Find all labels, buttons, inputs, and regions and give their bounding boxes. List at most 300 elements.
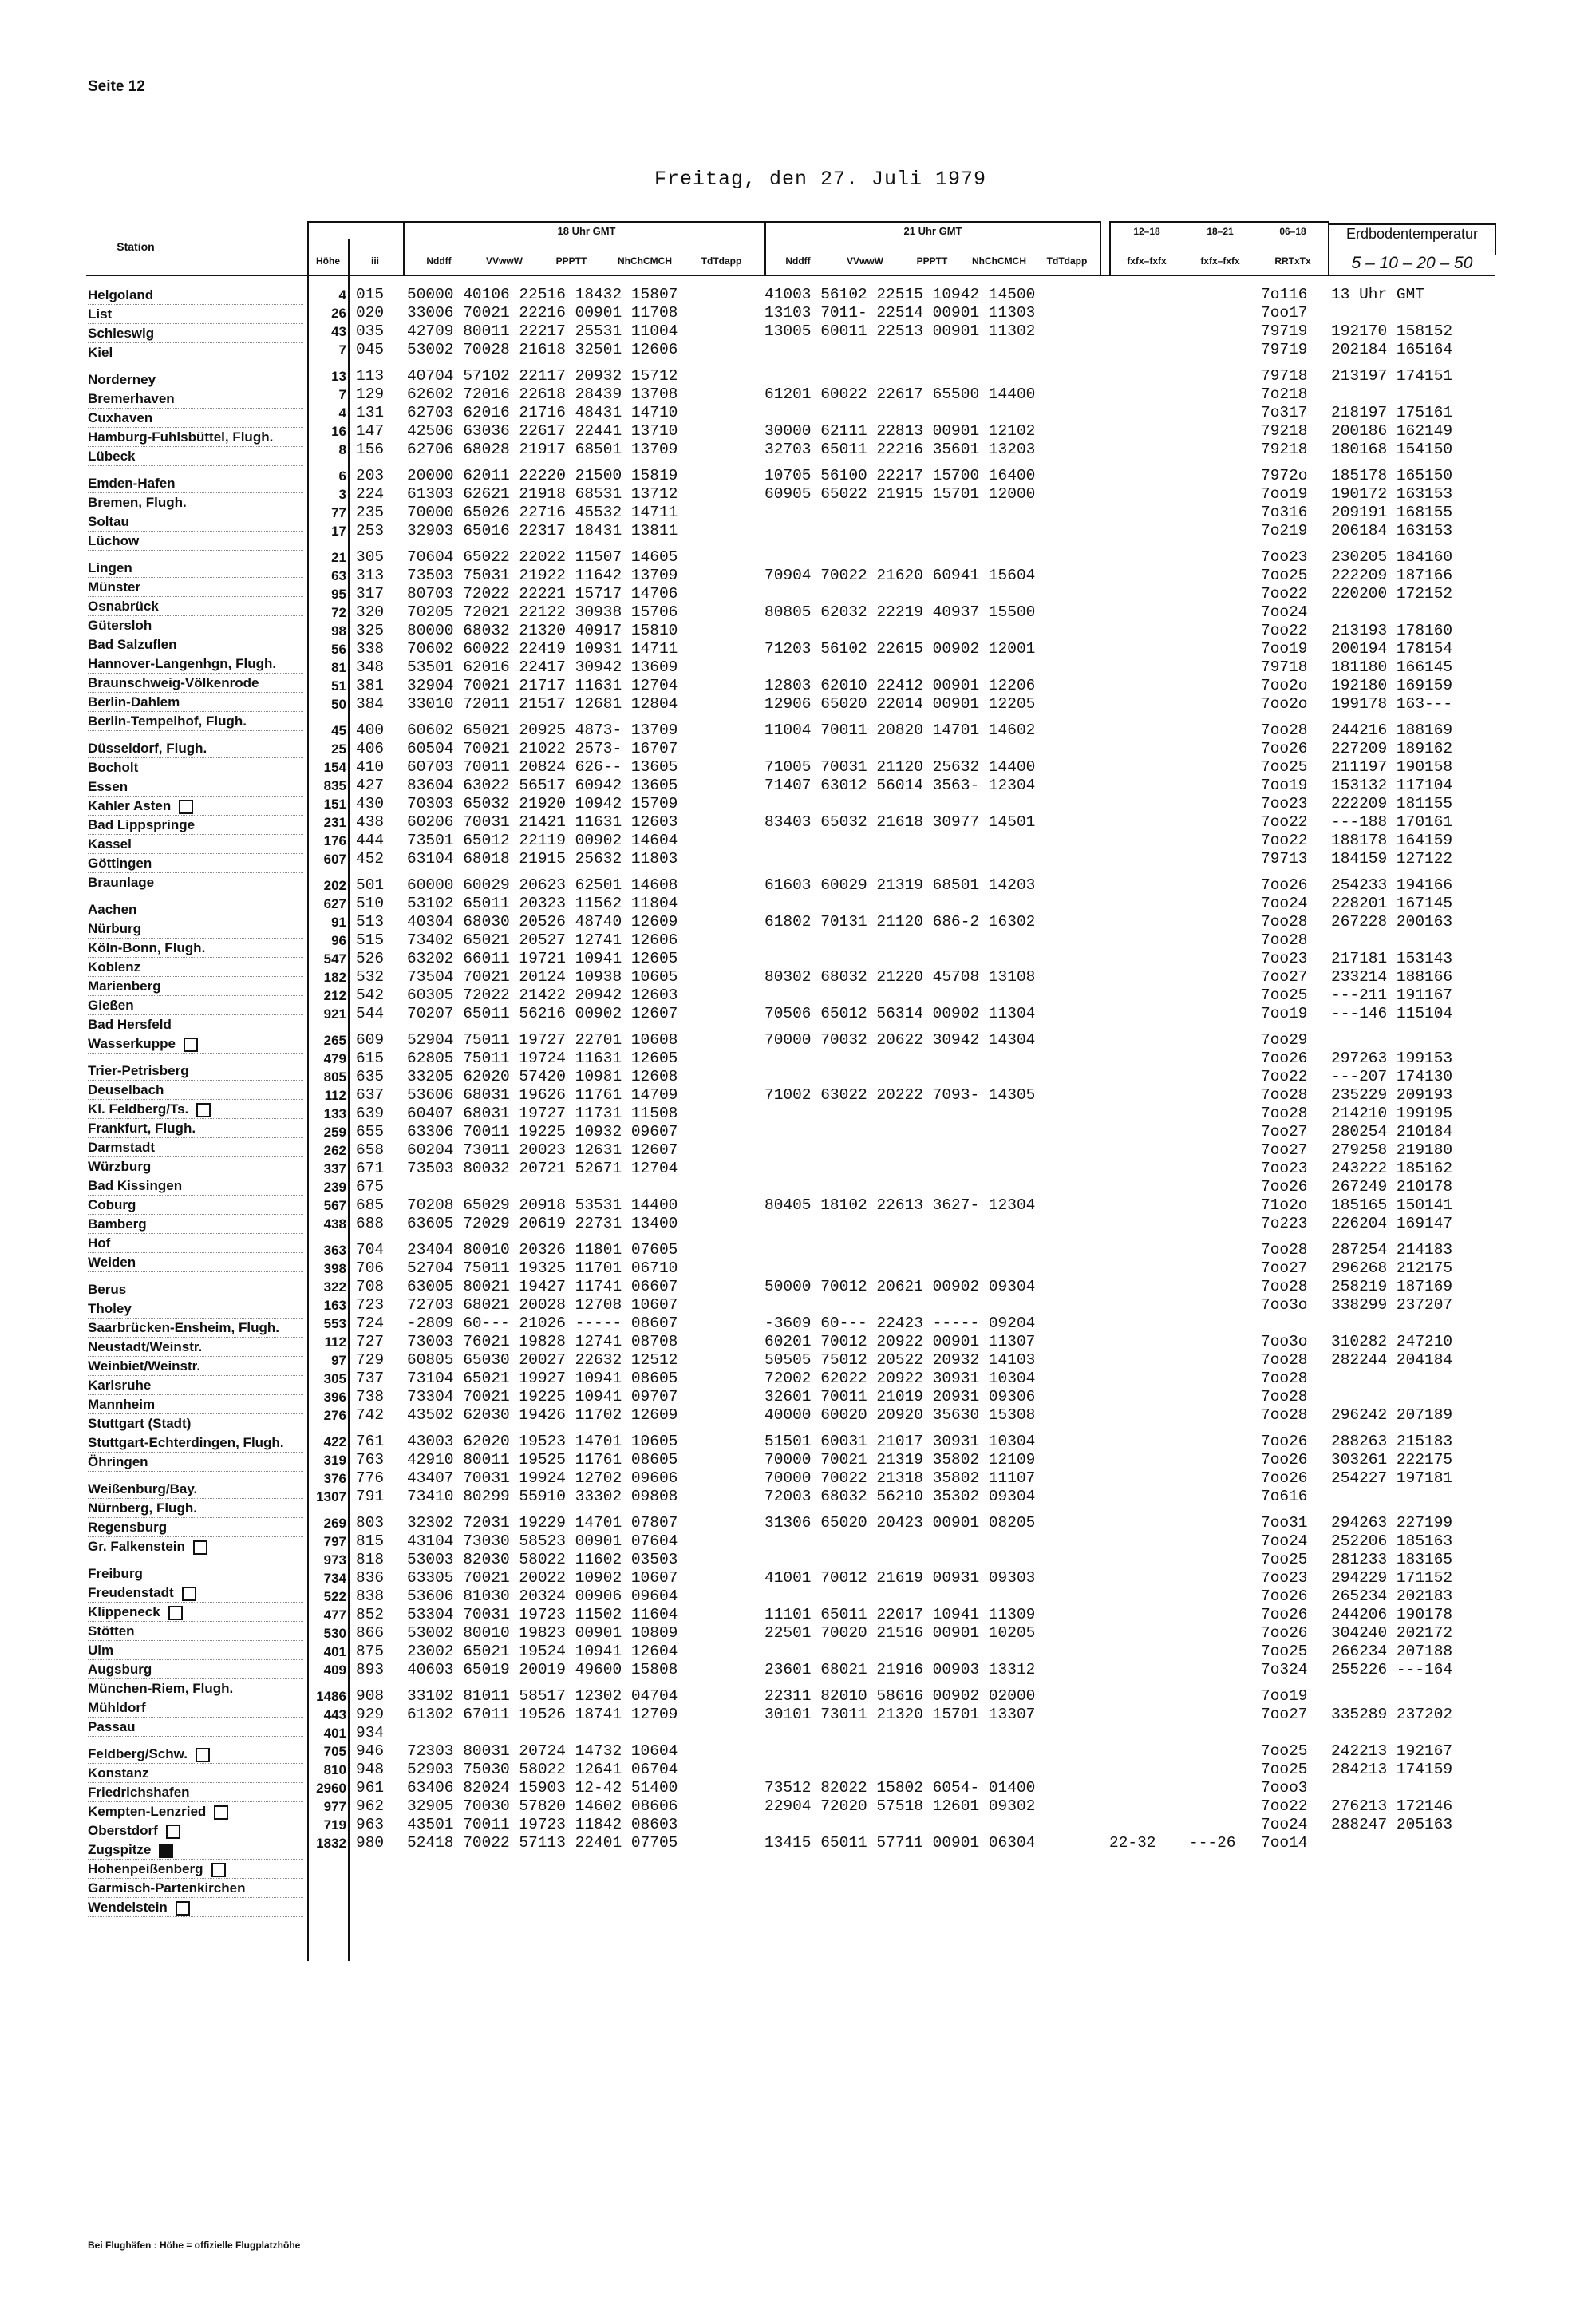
value-1821 xyxy=(1189,777,1253,795)
station-name xyxy=(88,370,303,389)
value-1218 xyxy=(1109,1278,1181,1296)
obs-18: 73304 70021 19225 10941 09707 xyxy=(407,1388,678,1406)
station-label: Soltau xyxy=(88,514,129,529)
station-name xyxy=(88,1234,303,1253)
iii-value: 723 xyxy=(356,1296,385,1314)
value-1218 xyxy=(1109,1031,1181,1050)
station-label: Kassel xyxy=(88,836,132,852)
obs-21: 31306 65020 20423 00901 08205 xyxy=(764,1514,1036,1532)
value-1821 xyxy=(1189,1469,1253,1488)
erdboden-value: 254233 194166 xyxy=(1331,876,1453,894)
obs-21 xyxy=(764,1160,1100,1178)
value-0618: 79218 xyxy=(1261,422,1308,440)
value-1218 xyxy=(1109,1178,1181,1196)
obs-21 xyxy=(764,1123,1100,1141)
value-1821 xyxy=(1189,850,1253,868)
iii-value: 671 xyxy=(356,1160,385,1177)
value-1218 xyxy=(1109,795,1181,813)
value-0618: 7972o xyxy=(1261,467,1308,484)
open-box-icon xyxy=(193,1540,207,1555)
obs-21: 50000 70012 20621 00902 09304 xyxy=(764,1278,1036,1295)
obs-18: 53304 70031 19723 11502 11604 xyxy=(407,1606,678,1623)
value-0618: 7oo26 xyxy=(1261,1178,1308,1196)
hoehe-value: 133 xyxy=(323,1106,346,1121)
hoehe-value: 7 xyxy=(338,342,346,358)
hoehe-value: 547 xyxy=(323,951,346,967)
station-label: Gr. Falkenstein xyxy=(88,1539,185,1554)
value-1218 xyxy=(1109,895,1181,913)
iii-value: 510 xyxy=(356,895,385,912)
obs-21 xyxy=(764,1050,1100,1068)
station-label: Passau xyxy=(88,1719,136,1734)
value-0618: 7oo25 xyxy=(1261,1643,1308,1660)
obs-21: 60201 70012 20922 00901 11307 xyxy=(764,1333,1036,1350)
station-name xyxy=(88,1679,303,1698)
open-box-icon xyxy=(211,1863,226,1877)
hoehe-value: 322 xyxy=(323,1279,346,1295)
value-1821 xyxy=(1189,1123,1253,1141)
value-1821 xyxy=(1189,950,1253,968)
value-1821 xyxy=(1189,1742,1253,1761)
obs-21: 22311 82010 58616 00902 02000 xyxy=(764,1687,1036,1705)
header-sub18-3: NhChCMCH xyxy=(618,255,672,267)
value-1821 xyxy=(1189,1086,1253,1105)
value-1218 xyxy=(1109,1661,1181,1679)
station-name xyxy=(88,1537,303,1556)
value-1218 xyxy=(1109,467,1181,485)
hoehe-value: 50 xyxy=(331,697,346,712)
obs-18: 73003 76021 19828 12741 08708 xyxy=(407,1333,678,1350)
iii-value: 704 xyxy=(356,1241,385,1259)
value-1218 xyxy=(1109,522,1181,540)
value-0618: 7oo19 xyxy=(1261,640,1308,658)
value-0618: 7oo22 xyxy=(1261,585,1308,603)
filled-box-icon xyxy=(159,1844,173,1858)
obs-18: 73104 65021 19927 10941 08605 xyxy=(407,1370,678,1387)
value-1218 xyxy=(1109,1643,1181,1661)
station-name xyxy=(88,1138,303,1157)
station-label: Feldberg/Schw. xyxy=(88,1746,188,1761)
open-box-icon xyxy=(179,800,193,814)
iii-value: 325 xyxy=(356,622,385,639)
station-label: Wendelstein xyxy=(88,1900,168,1915)
station-name xyxy=(88,1081,303,1100)
obs-18: 63104 68018 21915 25632 11803 xyxy=(407,850,678,868)
footnote: Bei Flughäfen : Höhe = offizielle Flugplatzhöhe xyxy=(88,2240,301,2251)
hoehe-value: 16 xyxy=(331,424,346,439)
value-1218 xyxy=(1109,695,1181,714)
value-0618: 7oo24 xyxy=(1261,1532,1308,1550)
station-label: Braunlage xyxy=(88,875,155,890)
iii-value: 980 xyxy=(356,1834,385,1852)
hoehe-value: 1307 xyxy=(316,1489,346,1504)
station-name xyxy=(88,1015,303,1034)
station-name xyxy=(88,654,303,674)
iii-value: 929 xyxy=(356,1706,385,1723)
hoehe-value: 163 xyxy=(323,1298,346,1313)
obs-18: 70000 65026 22716 45532 14711 xyxy=(407,504,678,521)
iii-value: 688 xyxy=(356,1215,385,1232)
obs-21 xyxy=(764,1532,1100,1551)
obs-18: 62706 68028 21917 68501 13709 xyxy=(407,441,678,458)
value-0618: 7oo22 xyxy=(1261,1797,1308,1815)
iii-value: 544 xyxy=(356,1005,385,1022)
obs-18: 32905 70030 57820 14602 08606 xyxy=(407,1797,678,1815)
value-0618: 79218 xyxy=(1261,441,1308,458)
iii-value: 235 xyxy=(356,504,385,521)
station-name xyxy=(88,1764,303,1783)
obs-18: 33006 70021 22216 00901 11708 xyxy=(407,304,678,322)
hoehe-value: 719 xyxy=(323,1817,346,1832)
obs-18: 70303 65032 21920 10942 15709 xyxy=(407,795,678,812)
station-name xyxy=(88,1564,303,1583)
value-1218 xyxy=(1109,722,1181,740)
station-label: Augsburg xyxy=(88,1662,152,1677)
station-name xyxy=(88,1840,303,1860)
value-0618: 7oo26 xyxy=(1261,1587,1308,1605)
value-1821 xyxy=(1189,740,1253,758)
value-1218 xyxy=(1109,286,1181,304)
obs-21 xyxy=(764,658,1100,677)
erdboden-value: 244216 188169 xyxy=(1331,722,1453,739)
erdboden-value: ---207 174130 xyxy=(1331,1068,1453,1085)
open-box-icon xyxy=(196,1103,211,1117)
header-sub21-1: VVwwW xyxy=(846,255,883,267)
value-0618: 7oo3o xyxy=(1261,1333,1308,1350)
value-1218 xyxy=(1109,504,1181,522)
value-1821 xyxy=(1189,1105,1253,1123)
station-name xyxy=(88,996,303,1015)
value-0618: 7ooo3 xyxy=(1261,1779,1308,1797)
header-sub21-4: TdTdapp xyxy=(1046,255,1088,267)
value-0618: 7oo27 xyxy=(1261,1259,1308,1277)
station-label: Bad Hersfeld xyxy=(88,1017,172,1032)
iii-value: 963 xyxy=(356,1816,385,1833)
station-label: Helgoland xyxy=(88,287,154,302)
obs-18: 43003 62020 19523 14701 10605 xyxy=(407,1433,678,1450)
station-label: Nürburg xyxy=(88,921,142,936)
value-1218 xyxy=(1109,1315,1181,1333)
value-0618: 7oo28 xyxy=(1261,913,1308,931)
value-0618: 7oo24 xyxy=(1261,1816,1308,1833)
hoehe-value: 522 xyxy=(323,1589,346,1604)
value-0618: 7oo24 xyxy=(1261,895,1308,912)
obs-21: 30101 73011 21320 15701 13307 xyxy=(764,1706,1036,1723)
obs-18: 70205 72021 22122 30938 15706 xyxy=(407,603,678,621)
value-1218 xyxy=(1109,341,1181,359)
header-iii: iii xyxy=(370,255,379,267)
hoehe-value: 91 xyxy=(331,915,346,930)
value-1821 xyxy=(1189,1351,1253,1370)
station-name xyxy=(88,1518,303,1537)
value-1821 xyxy=(1189,658,1253,677)
station-name xyxy=(88,493,303,512)
hoehe-value: 401 xyxy=(323,1644,346,1659)
obs-21: 10705 56100 22217 15700 16400 xyxy=(764,467,1036,484)
obs-21: 23601 68021 21916 00903 13312 xyxy=(764,1661,1036,1678)
erdboden-value: 222209 181155 xyxy=(1331,795,1453,812)
hoehe-value: 265 xyxy=(323,1033,346,1048)
iii-value: 313 xyxy=(356,567,385,584)
value-0618: 7oo26 xyxy=(1261,1606,1308,1623)
value-0618: 7oo23 xyxy=(1261,1160,1308,1177)
station-label: Düsseldorf, Flugh. xyxy=(88,741,207,756)
obs-18: 43104 73030 58523 00901 07604 xyxy=(407,1532,678,1550)
value-1821 xyxy=(1189,795,1253,813)
iii-value: 803 xyxy=(356,1514,385,1532)
obs-18: 73402 65021 20527 12741 12606 xyxy=(407,931,678,949)
erdboden-value: 218197 175161 xyxy=(1331,404,1453,421)
station-label: München-Riem, Flugh. xyxy=(88,1681,234,1696)
iii-value: 410 xyxy=(356,758,385,776)
hoehe-value: 734 xyxy=(323,1571,346,1586)
value-1218 xyxy=(1109,950,1181,968)
iii-value: 934 xyxy=(356,1724,385,1742)
iii-column xyxy=(356,286,404,1852)
station-name xyxy=(88,1453,303,1472)
value-1821 xyxy=(1189,522,1253,540)
value-0618: 7oo28 xyxy=(1261,1370,1308,1387)
iii-value: 635 xyxy=(356,1068,385,1085)
value-1821 xyxy=(1189,895,1253,913)
value-1821 xyxy=(1189,1259,1253,1278)
station-label: Kiel xyxy=(88,345,113,360)
obs-18: 53002 80010 19823 00901 10809 xyxy=(407,1624,678,1642)
obs-21 xyxy=(764,404,1100,422)
obs-21: 40000 60020 20920 35630 15308 xyxy=(764,1406,1036,1424)
iii-value: 131 xyxy=(356,404,385,421)
station-name xyxy=(88,1395,303,1414)
obs-21 xyxy=(764,341,1100,359)
obs-21 xyxy=(764,367,1100,385)
hoehe-value: 438 xyxy=(323,1216,346,1232)
col-1821-column xyxy=(1189,286,1253,1852)
erdboden-value: 185165 150141 xyxy=(1331,1196,1453,1214)
erdboden-value: 206184 163153 xyxy=(1331,522,1453,540)
open-box-icon xyxy=(168,1606,183,1620)
obs-21: 13415 65011 57711 00901 06304 xyxy=(764,1834,1036,1852)
header-gmt21: 21 Uhr GMT xyxy=(903,225,962,237)
erdboden-value: 153132 117104 xyxy=(1331,777,1453,794)
value-1821 xyxy=(1189,1551,1253,1569)
obs-21 xyxy=(764,548,1100,567)
value-0618: 7oo3o xyxy=(1261,1296,1308,1314)
value-1218 xyxy=(1109,1816,1181,1834)
value-1821 xyxy=(1189,404,1253,422)
station-label: Nürnberg, Flugh. xyxy=(88,1500,197,1516)
erdboden-value: ---146 115104 xyxy=(1331,1005,1453,1022)
obs-18: 43501 70011 19723 11842 08603 xyxy=(407,1816,678,1833)
station-name xyxy=(88,739,303,758)
station-name xyxy=(88,1414,303,1433)
erdboden-value: 180168 154150 xyxy=(1331,441,1453,458)
value-1821 xyxy=(1189,677,1253,695)
station-name xyxy=(88,1376,303,1395)
obs-21 xyxy=(764,1816,1100,1834)
station-name xyxy=(88,1641,303,1660)
obs-21 xyxy=(764,1141,1100,1160)
obs-18: -2809 60--- 21026 ----- 08607 xyxy=(407,1315,678,1332)
hoehe-value: 7 xyxy=(338,387,346,402)
station-label: Tholey xyxy=(88,1301,132,1316)
obs-21 xyxy=(764,1296,1100,1315)
iii-value: 875 xyxy=(356,1643,385,1660)
header-sub-1218: fxfx–fxfx xyxy=(1127,255,1167,267)
station-name xyxy=(88,1480,303,1499)
value-1821 xyxy=(1189,1706,1253,1724)
value-1218 xyxy=(1109,1532,1181,1551)
obs-21: 70506 65012 56314 00902 11304 xyxy=(764,1005,1036,1022)
station-label: List xyxy=(88,306,113,322)
iii-value: 776 xyxy=(356,1469,385,1487)
station-name xyxy=(88,1062,303,1081)
obs-18: 62602 72016 22618 28439 13708 xyxy=(407,385,678,403)
station-name xyxy=(88,1280,303,1299)
value-1821 xyxy=(1189,695,1253,714)
iii-value: 427 xyxy=(356,777,385,794)
iii-value: 961 xyxy=(356,1779,385,1797)
value-1218 xyxy=(1109,1406,1181,1425)
hoehe-value: 376 xyxy=(323,1471,346,1486)
value-1821 xyxy=(1189,968,1253,986)
value-1218 xyxy=(1109,1569,1181,1587)
obs-18: 50000 40106 22516 18432 15807 xyxy=(407,286,678,303)
hoehe-value: 17 xyxy=(331,524,346,539)
value-0618: 7oo22 xyxy=(1261,1068,1308,1085)
hoehe-value: 231 xyxy=(323,815,346,830)
value-1218 xyxy=(1109,1068,1181,1086)
obs-21 xyxy=(764,622,1100,640)
erdboden-value xyxy=(1331,1488,1594,1506)
value-1218 xyxy=(1109,913,1181,931)
obs-18: 63605 72029 20619 22731 13400 xyxy=(407,1215,678,1232)
erdboden-value: 213197 174151 xyxy=(1331,367,1453,385)
obs-18: 53002 70028 21618 32501 12606 xyxy=(407,341,678,358)
obs-21: 70000 70032 20622 30942 14304 xyxy=(764,1031,1036,1049)
value-1821 xyxy=(1189,1050,1253,1068)
obs-21: 71005 70031 21120 25632 14400 xyxy=(764,758,1036,776)
value-1218 xyxy=(1109,1606,1181,1624)
obs-21: 12803 62010 22412 00901 12206 xyxy=(764,677,1036,694)
station-label: Berlin-Dahlem xyxy=(88,694,180,710)
hoehe-value: 1486 xyxy=(316,1689,346,1704)
hoehe-value: 305 xyxy=(323,1371,346,1386)
obs-21 xyxy=(764,950,1100,968)
value-0618: 7oo28 xyxy=(1261,1388,1308,1406)
erdboden-value: 199178 163--- xyxy=(1331,695,1453,713)
hoehe-value: 4 xyxy=(338,287,346,302)
value-1821 xyxy=(1189,1433,1253,1451)
obs-18: 32904 70021 21717 11631 12704 xyxy=(407,677,678,694)
erdboden-value: ---211 191167 xyxy=(1331,986,1453,1004)
value-1821 xyxy=(1189,832,1253,850)
value-0618: 79713 xyxy=(1261,850,1308,868)
obs-18: 62703 62016 21716 48431 14710 xyxy=(407,404,678,421)
header-station: Station xyxy=(117,240,155,253)
station-name xyxy=(88,1583,303,1603)
hoehe-value: 259 xyxy=(323,1125,346,1140)
obs-21: 80805 62032 22219 40937 15500 xyxy=(764,603,1036,621)
obs-21 xyxy=(764,986,1100,1005)
value-1218 xyxy=(1109,1779,1181,1797)
value-1218 xyxy=(1109,1160,1181,1178)
value-1218 xyxy=(1109,1333,1181,1351)
value-1218: 22-32 xyxy=(1109,1834,1156,1852)
header-sub21-3: NhChCMCH xyxy=(972,255,1026,267)
station-name xyxy=(88,977,303,996)
iii-value: 513 xyxy=(356,913,385,931)
station-name xyxy=(88,1860,303,1879)
station-name xyxy=(88,428,303,447)
erdboden-value: 242213 192167 xyxy=(1331,1742,1453,1760)
iii-value: 532 xyxy=(356,968,385,986)
obs-18: 33205 62020 57420 10981 12608 xyxy=(407,1068,678,1085)
station-name xyxy=(88,835,303,854)
value-0618: 7oo27 xyxy=(1261,1706,1308,1723)
obs-21 xyxy=(764,1587,1100,1606)
obs-18: 63306 70011 19225 10932 09607 xyxy=(407,1123,678,1141)
obs-21: 32601 70011 21019 20931 09306 xyxy=(764,1388,1036,1406)
obs-21: 50505 75012 20522 20932 14103 xyxy=(764,1351,1036,1369)
hoehe-value: 182 xyxy=(323,970,346,985)
erdboden-value: 188178 164159 xyxy=(1331,832,1453,849)
iii-value: 430 xyxy=(356,795,385,812)
erdboden-value: 200194 178154 xyxy=(1331,640,1453,658)
iii-value: 338 xyxy=(356,640,385,658)
value-1218 xyxy=(1109,1241,1181,1259)
value-1218 xyxy=(1109,1587,1181,1606)
obs-21 xyxy=(764,1551,1100,1569)
station-label: Konstanz xyxy=(88,1765,149,1781)
value-1821 xyxy=(1189,1624,1253,1643)
value-1821 xyxy=(1189,422,1253,441)
value-0618: 7oo27 xyxy=(1261,1141,1308,1159)
obs-18: 70207 65011 56216 00902 12607 xyxy=(407,1005,678,1022)
hoehe-value: 8 xyxy=(338,442,346,457)
obs-18: 52904 75011 19727 22701 10608 xyxy=(407,1031,678,1049)
value-1821 xyxy=(1189,504,1253,522)
obs-21: 13005 60011 22513 00901 11302 xyxy=(764,322,1036,340)
erdboden-value: 209191 168155 xyxy=(1331,504,1453,521)
value-1218 xyxy=(1109,1488,1181,1506)
value-1218 xyxy=(1109,658,1181,677)
value-1218 xyxy=(1109,1215,1181,1233)
iii-value: 637 xyxy=(356,1086,385,1104)
obs-21 xyxy=(764,895,1100,913)
obs-21: 70000 70021 21319 35802 12109 xyxy=(764,1451,1036,1469)
value-0618: 7oo31 xyxy=(1261,1514,1308,1532)
station-name xyxy=(88,1034,303,1054)
station-name xyxy=(88,939,303,958)
obs-18: 60305 72022 21422 20942 12603 xyxy=(407,986,678,1004)
obs-21 xyxy=(764,504,1100,522)
hoehe-value: 977 xyxy=(323,1799,346,1814)
hoehe-value: 212 xyxy=(323,988,346,1003)
value-0618: 7oo22 xyxy=(1261,622,1308,639)
obs-21: 12906 65020 22014 00901 12205 xyxy=(764,695,1036,713)
obs-21: 73512 82022 15802 6054- 01400 xyxy=(764,1779,1036,1797)
obs-18: 23404 80010 20326 11801 07605 xyxy=(407,1241,678,1259)
station-label: Münster xyxy=(88,579,141,595)
erdboden-value xyxy=(1331,385,1594,404)
header-sub21-2: PPPTT xyxy=(916,255,948,267)
value-1218 xyxy=(1109,404,1181,422)
station-label: Öhringen xyxy=(88,1454,148,1469)
iii-value: 852 xyxy=(356,1606,385,1623)
station-label: Frankfurt, Flugh. xyxy=(88,1121,196,1136)
station-label: Klippeneck xyxy=(88,1604,160,1619)
obs-18: 72303 80031 20724 14732 10604 xyxy=(407,1742,678,1760)
